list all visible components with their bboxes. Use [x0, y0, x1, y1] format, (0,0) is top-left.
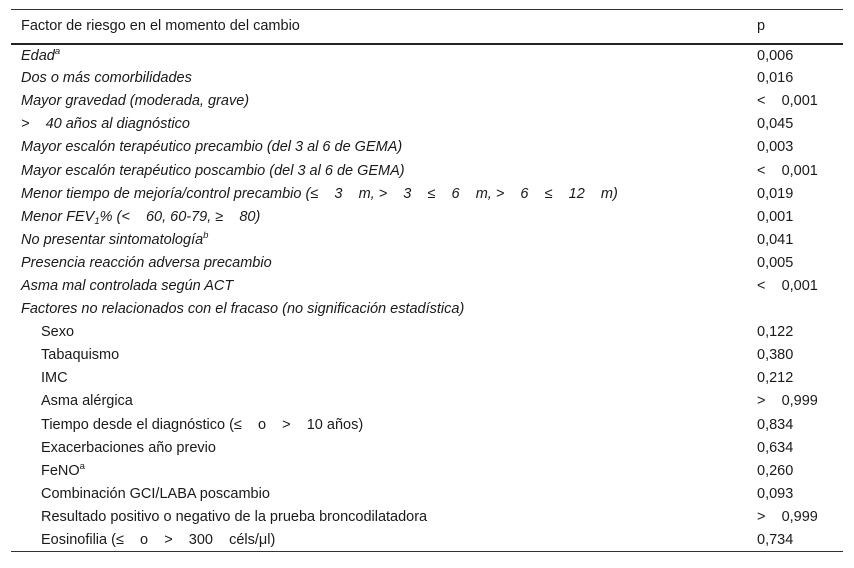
table-row	[11, 205, 843, 228]
p-value-cell: 0,003	[757, 139, 794, 156]
factor-text: Combinación GCI/LABA poscambio	[41, 485, 270, 502]
factor-text: Tiempo desde el diagnóstico (≤ o > 10 años)	[41, 416, 364, 433]
footnote-marker: a	[54, 45, 61, 57]
factor-text: Edad	[21, 47, 55, 64]
factor-text: Presencia reacción adversa precambio	[21, 254, 272, 271]
factor-text: Mayor escalón terapéutico precambio (del 3 al 6 de GEMA)	[21, 139, 403, 156]
p-value-cell: > 0,999	[757, 508, 818, 525]
table-row	[11, 528, 843, 551]
table-row	[11, 136, 843, 159]
factor-text: FeNO	[41, 462, 80, 479]
factor-text: No presentar sintomatología	[21, 231, 204, 248]
factor-cell	[11, 505, 747, 528]
p-value-cell: 0,041	[757, 231, 794, 248]
header-row	[11, 10, 843, 44]
p-value-cell: 0,260	[757, 462, 794, 479]
factor-cell	[11, 459, 747, 482]
table-row	[11, 67, 843, 90]
table-row	[11, 44, 843, 67]
table-row	[11, 344, 843, 367]
table-row	[11, 482, 843, 505]
risk-factor-table	[11, 9, 843, 552]
p-value-cell: 0,016	[757, 70, 794, 87]
factor-cell	[11, 298, 747, 321]
factor-text-suffix: % (< 60, 60-79, ≥ 80)	[99, 208, 261, 225]
p-value-cell	[747, 298, 843, 321]
table-row	[11, 182, 843, 205]
table-row	[11, 228, 843, 251]
factor-cell	[11, 205, 747, 228]
factor-cell	[11, 67, 747, 90]
factor-cell	[11, 182, 747, 205]
footnote-marker: a	[79, 460, 85, 472]
p-value-cell: 0,006	[757, 47, 794, 64]
factor-cell	[11, 228, 747, 251]
p-value-cell: 0,001	[757, 208, 794, 225]
table-row	[11, 90, 843, 113]
table-row	[11, 436, 843, 459]
p-value-cell: 0,019	[757, 185, 794, 202]
p-value-cell: 0,634	[757, 439, 794, 456]
table-row	[11, 298, 843, 321]
p-value-cell: < 0,001	[757, 93, 818, 110]
factor-text: Dos o más comorbilidades	[21, 70, 192, 87]
factor-cell	[11, 44, 747, 67]
factor-text: Asma mal controlada según ACT	[21, 277, 234, 294]
factor-cell	[11, 482, 747, 505]
factor-text: Factores no relacionados con el fracaso (no significación estadística)	[21, 301, 465, 318]
footnote-marker: b	[203, 229, 209, 241]
factor-cell	[11, 390, 747, 413]
p-value-cell: < 0,001	[757, 277, 818, 294]
p-value-cell: 0,734	[757, 531, 794, 548]
factor-text: Exacerbaciones año previo	[41, 439, 216, 456]
factor-text: Resultado positivo o negativo de la prueba broncodilatadora	[41, 508, 428, 525]
p-value-cell: 0,005	[757, 254, 794, 271]
factor-text: > 40 años al diagnóstico	[21, 116, 190, 133]
p-value-cell: 0,122	[757, 324, 794, 341]
factor-cell	[11, 344, 747, 367]
p-value-cell: 0,045	[757, 116, 794, 133]
factor-text: Tabaquismo	[41, 347, 120, 364]
table-row	[11, 505, 843, 528]
table-header	[11, 10, 843, 44]
factor-text: Mayor escalón terapéutico poscambio (del 3 al 6 de GEMA)	[21, 162, 405, 179]
factor-cell	[11, 274, 747, 297]
factor-text: Eosinofilia (≤ o > 300 céls/μl)	[41, 531, 276, 548]
factor-cell	[11, 90, 747, 113]
factor-cell	[11, 436, 747, 459]
table-body	[11, 44, 843, 552]
table-row	[11, 367, 843, 390]
factor-text: Sexo	[41, 324, 75, 341]
table-row	[11, 459, 843, 482]
factor-cell	[11, 136, 747, 159]
factor-cell	[11, 159, 747, 182]
factor-cell	[11, 413, 747, 436]
p-value-cell: 0,093	[757, 485, 794, 502]
factor-text: Menor tiempo de mejoría/control precambio (≤ 3 m, > 3 ≤ 6 m, > 6 ≤ 12 m)	[21, 185, 618, 202]
table-row	[11, 251, 843, 274]
factor-text: IMC	[41, 370, 68, 387]
factor-text: Menor FEV	[21, 208, 95, 225]
table-row	[11, 113, 843, 136]
factor-cell	[11, 367, 747, 390]
p-value-cell: 0,212	[757, 370, 794, 387]
subscript: 1	[94, 215, 100, 227]
factor-cell	[11, 251, 747, 274]
table-row	[11, 390, 843, 413]
p-value-cell: > 0,999	[757, 393, 818, 410]
table-row	[11, 274, 843, 297]
header-p: p	[757, 18, 766, 35]
factor-cell	[11, 321, 747, 344]
p-value-cell: 0,380	[757, 347, 794, 364]
factor-cell	[11, 113, 747, 136]
factor-text: Mayor gravedad (moderada, grave)	[21, 93, 250, 110]
p-value-cell: < 0,001	[757, 162, 818, 179]
header-factor: Factor de riesgo en el momento del cambio	[21, 18, 300, 35]
factor-cell	[11, 528, 747, 551]
factor-text: Asma alérgica	[41, 393, 133, 410]
table-row	[11, 321, 843, 344]
risk-factor-table-container	[11, 9, 843, 552]
table-row	[11, 413, 843, 436]
p-value-cell: 0,834	[757, 416, 794, 433]
table-row	[11, 159, 843, 182]
